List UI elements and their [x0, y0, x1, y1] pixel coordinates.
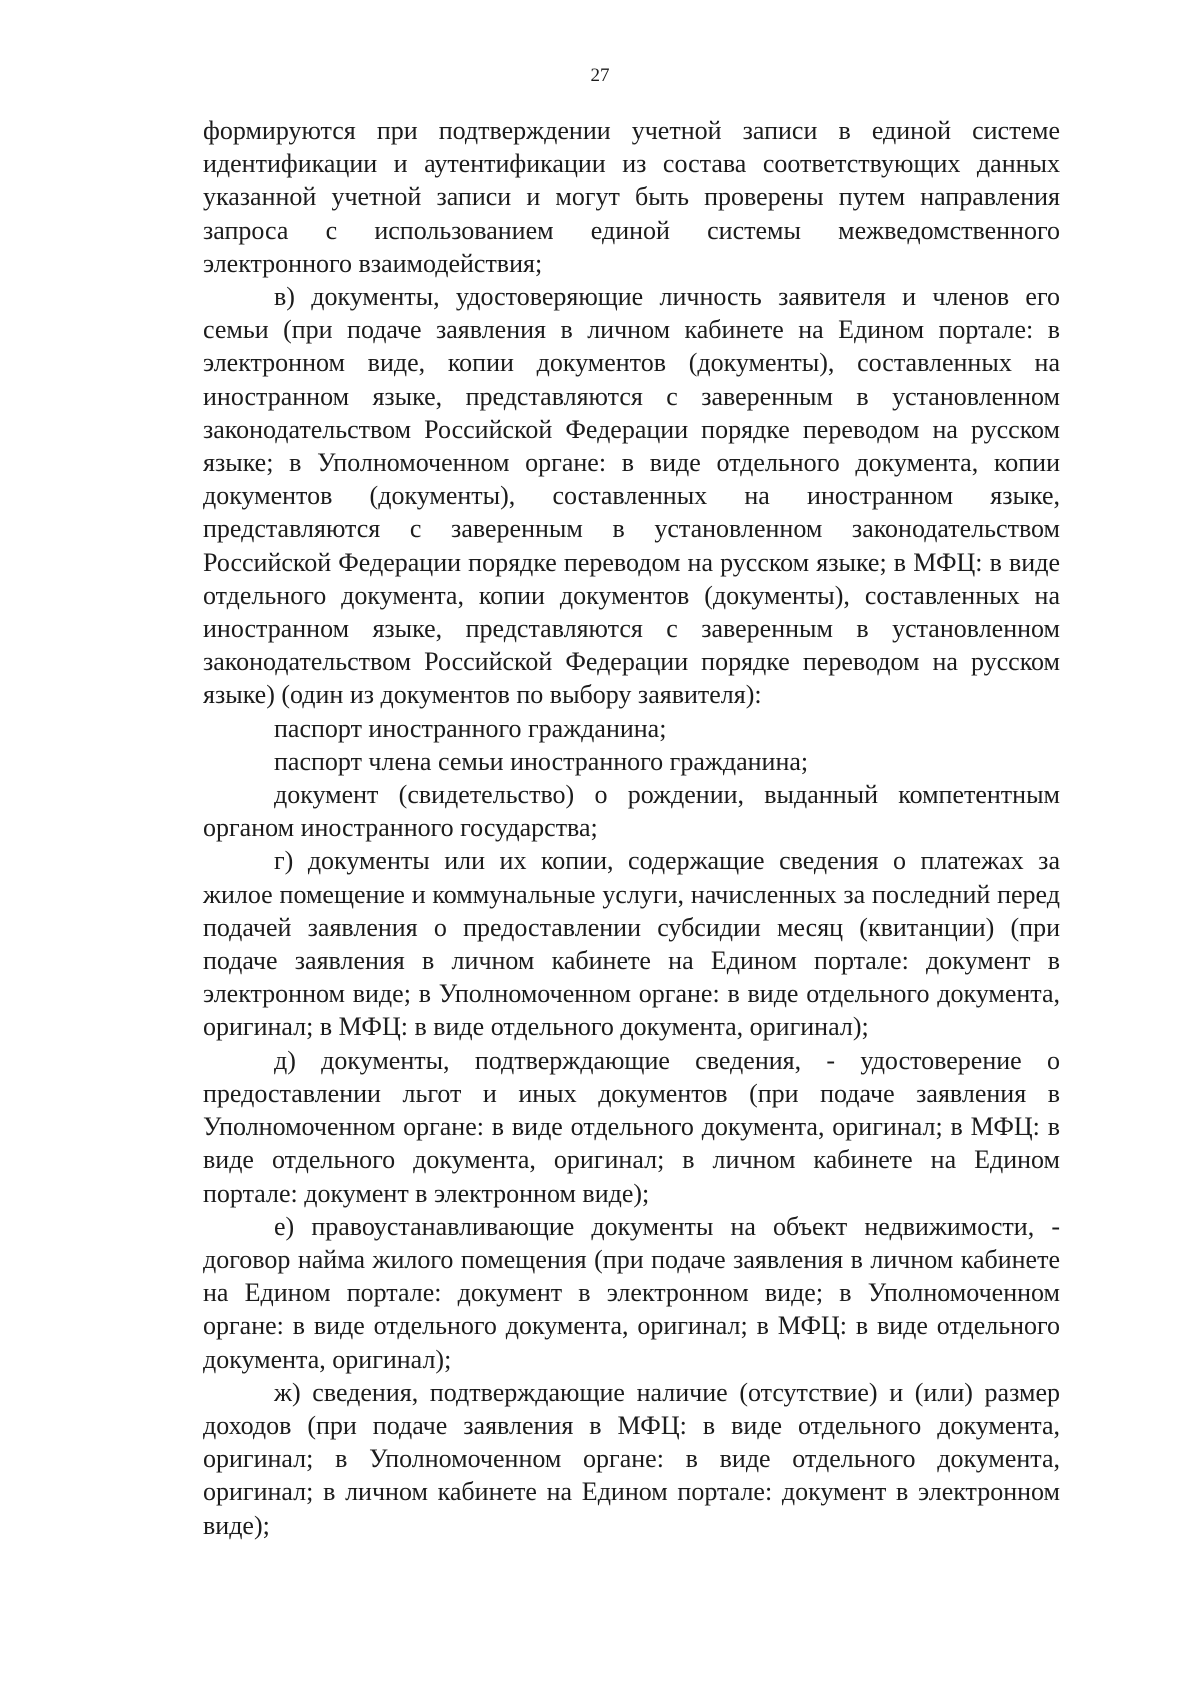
page-number: 27 — [590, 65, 610, 86]
list-item-passport: паспорт иностранного гражданина; — [274, 713, 667, 743]
paragraph-item-d: д) документы, подтверждающие сведения, - удостоверение о предоставлении льгот и иных документов (при подаче заявления в Уполномоченном органе: в виде отдельного документа, оригинал; в МФЦ: в виде отдельного документа, оригинал; в личном кабинете на Едином портале: документ в электронном виде); — [203, 1045, 1060, 1208]
paragraph-item-g: г) документы или их копии, содержащие сведения о платежах за жилое помещение и коммунальные услуги, начисленных за последний перед подачей заявления о предоставлении субсидии месяц (квитанции) (при подаче заявления в личном кабинете на Едином портале: документ в электронном виде; в Уполномоченном органе: в виде отдельного документа, оригинал; в МФЦ: в виде отдельного документа, оригинал); — [203, 846, 1060, 1042]
document-body — [203, 114, 1060, 1542]
list-item-family-passport: паспорт члена семьи иностранного гражданина; — [274, 746, 809, 776]
list-item-birth-certificate: документ (свидетельство) о рождении, выданный компетентным органом иностранного государства; — [203, 780, 1060, 843]
paragraph-item-v: в) документы, удостоверяющие личность заявителя и членов его семьи (при подаче заявления в личном кабинете на Едином портале: в электронном виде, копии документов (документы), составленных на иностранном языке, представляются с заверенным в установленном законодательством Российской Федерации порядке переводом на русском языке; в Уполномоченном органе: в виде отдельного документа, копии документов (документы), составленных на иностранном языке, представляются с заверенным в установленном законодательством Российской Федерации порядке переводом на русском языке; в МФЦ: в виде отдельного документа, копии документов (документы), составленных на иностранном языке, представляются с заверенным в установленном законодательством Российской Федерации порядке переводом на русском языке) (один из документов по выбору заявителя): — [203, 282, 1060, 710]
paragraph-item-zh: ж) сведения, подтверждающие наличие (отсутствие) и (или) размер доходов (при подаче заявления в МФЦ: в виде отдельного документа, оригинал; в Уполномоченном органе: в виде отдельного документа, оригинал; в личном кабинете на Едином портале: документ в электронном виде); — [203, 1377, 1060, 1540]
paragraph-continuation: формируются при подтверждении учетной записи в единой системе идентификации и аутентификации из состава соответствующих данных указанной учетной записи и могут быть проверены путем направления запроса с использованием единой системы межведомственного электронного взаимодействия; — [203, 116, 1060, 278]
paragraph-item-e: е) правоустанавливающие документы на объект недвижимости, - договор найма жилого помещения (при подаче заявления в личном кабинете на Едином портале: документ в электронном виде; в Уполномоченном органе: в виде отдельного документа, оригинал; в МФЦ: в виде отдельного документа, оригинал); — [203, 1211, 1060, 1374]
